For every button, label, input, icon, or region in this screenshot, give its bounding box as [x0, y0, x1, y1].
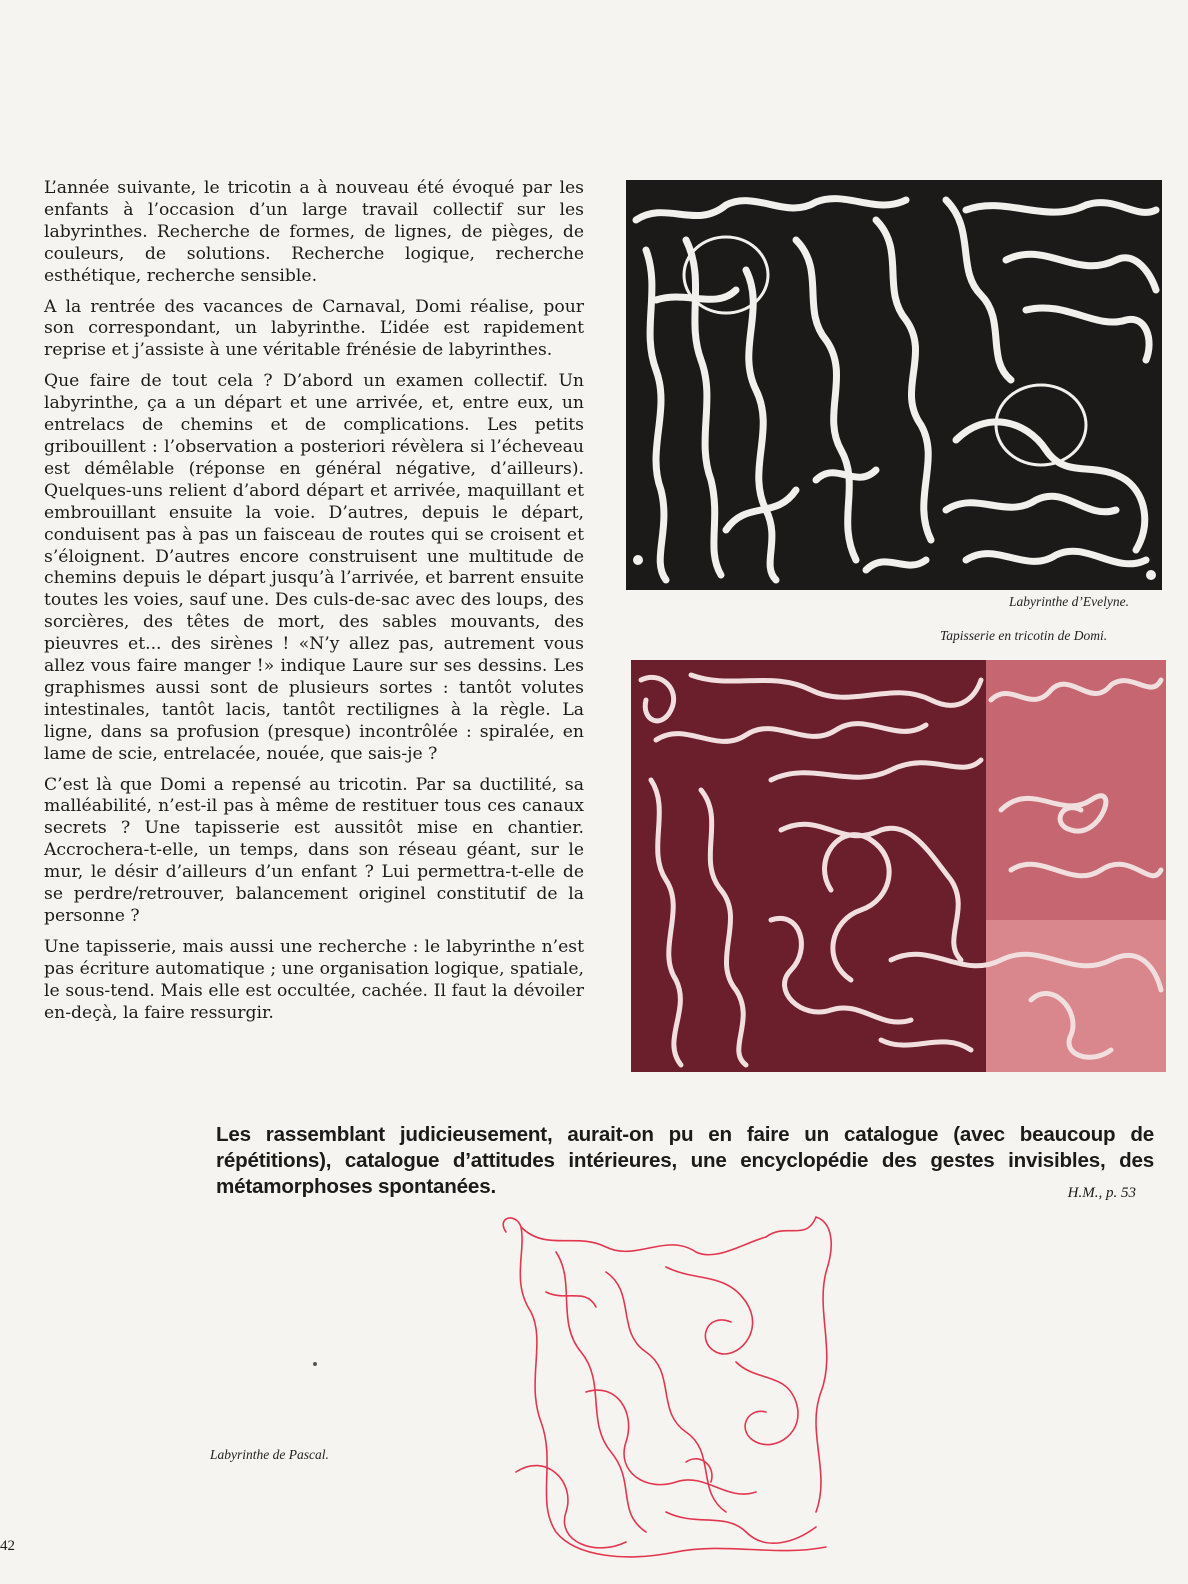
pascal-labyrinth-image [486, 1212, 878, 1572]
paragraph-1: L’année suivante, le tricotin a à nouveau été évoqué par les enfants à l’occasion d’un large travail collectif sur les labyrinthes. Recherche de formes, de lignes, de pièges, de couleurs, de solutions. Recherche logique, recherche esthétique, recherche sensible. [44, 178, 584, 286]
paragraph-5: Une tapisserie, mais aussi une recherche : le labyrinthe n’est pas écriture automatique ; une organisation logique, spatiale, le sous-tend. Mais elle est occultée, cachée. Il faut la dévoiler en-deçà, la faire ressurgir. [44, 936, 584, 1023]
stray-dot [313, 1362, 317, 1366]
paragraph-2: A la rentrée des vacances de Carnaval, Domi réalise, pour son correspondant, un labyrinthe. L’idée est rapidement reprise et j’assiste à une véritable frénésie de labyrinthes. [44, 296, 584, 361]
evelyne-labyrinth-image [626, 180, 1162, 590]
paragraph-3: Que faire de tout cela ? D’abord un examen collectif. Un labyrinthe, ça a un départ et une arrivée, et, entre eux, un entrelacs de chemins et de complications. Les petits gribouillent : l’observation a posteriori révèlera si l’écheveau est démêlable (réponse en général négative, d’ailleurs). Quelques-uns relient d’abord départ et arrivée, maquillant et embrouillant ensuite la voie. D’autres, depuis le départ, conduisent pas à pas un faisceau de routes qui se croisent et s’éloignent. D’autres encore construisent une multitude de chemins depuis le départ jusqu’à l’arrivée, et barrent ensuite toutes les voies, sauf une. Des culs-de-sac avec des loups, des sorcières, des têtes de mort, des sables mouvants, des pieuvres et... des sirènes ! «N’y allez pas, autrement vous allez vous faire manger !» indique Laure sur ses dessins. Les graphismes aussi sont de plusieurs sortes : tantôt volutes intestinales, tantôt lacis, tantôt rectilignes à la règle. La ligne, dans sa profusion (presque) incontrôlée : spiralée, en lame de scie, entrelacée, nouée, que sais-je ? [44, 371, 584, 764]
pascal-caption: Labyrinthe de Pascal. [210, 1447, 329, 1462]
quote-reference: H.M., p. 53 [1067, 1185, 1136, 1201]
evelyne-caption: Labyrinthe d’Evelyne. [1009, 594, 1129, 609]
domi-tapestry-image [631, 660, 1166, 1072]
article-body [44, 178, 584, 1034]
page-number: 42 [0, 1538, 15, 1554]
domi-caption: Tapisserie en tricotin de Domi. [940, 628, 1108, 643]
quote-text: Les rassemblant judicieusement, aurait-on pu en faire un catalogue (avec beaucoup de répétitions), catalogue d’attitudes intérieures, une encyclopédie des gestes invisibles, des métamorphoses spontanées. [216, 1123, 1154, 1198]
paragraph-4: C’est là que Domi a repensé au tricotin. Par sa ductilité, sa malléabilité, n’est-il pas à même de restituer tous ces canaux secrets ? Une tapisserie est aussitôt mise en chantier. Accrochera-t-elle, un temps, dans son réseau géant, sur le mur, le désir d’ailleurs d’un enfant ? Lui permettra-t-elle de se perdre/retrouver, balancement originel constitutif de la personne ? [44, 774, 584, 926]
